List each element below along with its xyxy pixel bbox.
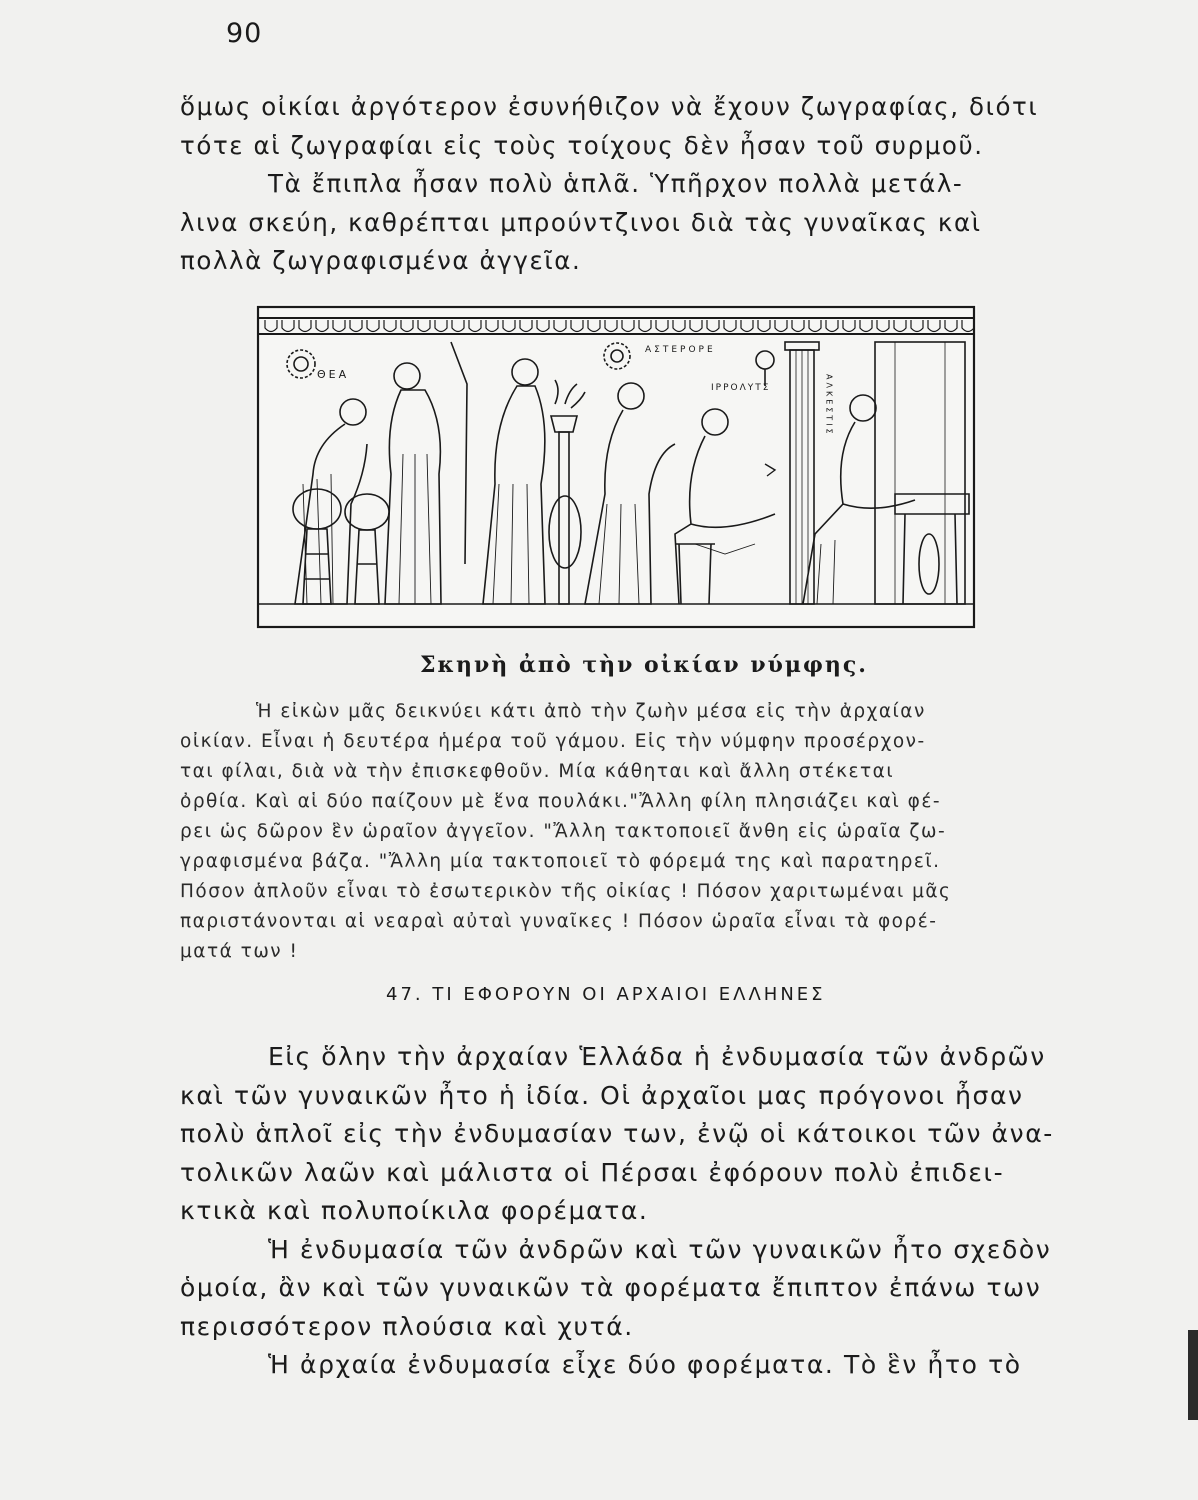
egg-ornament [401,320,413,332]
paragraph [180,1346,1068,1385]
egg-ornament [741,320,753,332]
page-number: 90 [226,18,263,49]
text-line: ματά των ! [180,941,299,962]
egg-ornament [537,320,549,332]
egg-ornament [452,320,464,332]
section-heading: 47. ΤΙ ΕΦΟΡΟΥΝ ΟΙ ΑΡΧΑΙΟΙ ΕΛΛΗΝΕΣ [386,984,826,1005]
figure-caption: Σκηνὴ ἀπὸ τὴν οἰκίαν νύμφης. [420,652,868,678]
egg-ornament [265,320,277,332]
egg-ornament [656,320,668,332]
couch [895,494,969,604]
egg-ornament [911,320,923,332]
text-line: περισσότερον πλούσια καὶ χυτά. [180,1311,634,1341]
egg-ornament [826,320,838,332]
egg-ornament [622,320,634,332]
top-text [180,88,1068,281]
text-line: Ἡ εἰκὼν μᾶς δεικνύει κάτι ἀπὸ τὴν ζωὴν μέσα εἰς τὴν ἀρχαίαν [256,701,926,722]
egg-ornament [962,320,974,332]
egg-ornament [928,320,940,332]
column [785,342,819,604]
text-line: Τὰ ἔπιπλα ἦσαν πολὺ ἁπλᾶ. Ὑπῆρχον πολλὰ μετάλ- [268,169,964,198]
egg-ornament [809,320,821,332]
text-line: τολικῶν λαῶν καὶ μάλιστα οἱ Πέρσαι ἐφόρουν πολὺ ἐπιδει- [180,1157,1005,1187]
vase-painting-illustration [255,304,977,630]
egg-ornament [605,320,617,332]
paragraph [180,1231,1068,1347]
paragraph [180,165,1068,281]
egg-ornament [724,320,736,332]
text-line: ται φίλαι, διὰ νὰ τὴν ἐπισκεφθοῦν. Μία κάθηται καὶ ἄλλη στέκεται [180,761,895,782]
text-line: Ἡ ἀρχαία ἐνδυμασία εἶχε δύο φορέματα. Τὸ ἓν ἦτο τὸ [268,1350,1022,1379]
wreath [287,350,315,378]
text-line: γραφισμένα βάζα. "Ἄλλη μία τακτοποιεῖ τὸ φόρεμά της καὶ παρατηρεῖ. [180,851,941,872]
inscription: ΑΛΚΕΣΤΙΣ [824,374,834,437]
text-line: Εἰς ὅλην τὴν ἀρχαίαν Ἑλλάδα ἡ ἐνδυμασία τῶν ἀνδρῶν [268,1042,1046,1071]
egg-ornament [843,320,855,332]
woman-figure [585,383,675,604]
egg-ornament [673,320,685,332]
egg-ornament [520,320,532,332]
egg-ornament [758,320,770,332]
bottom-text [180,1038,1068,1385]
egg-ornament [503,320,515,332]
text-line: ρει ὡς δῶρον ἓν ὡραῖον ἀγγεῖον. "Ἄλλη τακτοποιεῖ ἄνθη εἰς ὡραῖα ζω- [180,821,947,842]
chair [675,544,715,604]
caption-paragraph [180,697,1068,967]
seated-woman-figure [803,395,915,604]
bowl-on-stand [345,494,389,604]
egg-ornament [554,320,566,332]
egg-ornament [282,320,294,332]
wreath [604,343,630,369]
inscription: ΑΣΤΕΡΟΡΕ [645,345,716,355]
text-line: ὁμοία, ἂν καὶ τῶν γυναικῶν τὰ φορέματα ἔπιπτον ἐπάνω των [180,1273,1042,1302]
flower-vase-on-stand [549,380,585,604]
egg-ornament [775,320,787,332]
egg-ornament [707,320,719,332]
woman-figure [385,342,467,604]
egg-ornament [945,320,957,332]
doorway [875,342,965,604]
bowl-on-stand [293,489,341,604]
egg-ornament [469,320,481,332]
page-edge-shadow [1188,1330,1198,1420]
egg-ornament [418,320,430,332]
text-line: οἰκίαν. Εἶναι ἡ δευτέρα ἡμέρα τοῦ γάμου. Εἰς τὴν νύμφην προσέρχον- [180,731,926,752]
egg-ornament [792,320,804,332]
text-line: τότε αἱ ζωγραφίαι εἰς τοὺς τοίχους δὲν ἦσαν τοῦ συρμοῦ. [180,130,984,160]
egg-ornament [367,320,379,332]
egg-ornament [894,320,906,332]
text-line: Ἡ ἐνδυμασία τῶν ἀνδρῶν καὶ τῶν γυναικῶν ἦτο σχεδὸν [268,1234,1052,1264]
text-line: Πόσον ἁπλοῦν εἶναι τὸ ἐσωτερικὸν τῆς οἰκίας ! Πόσον χαριτωμέναι μᾶς [180,881,952,902]
egg-ornament [690,320,702,332]
text-line: ὅμως οἰκίαι ἀργότερον ἐσυνήθιζον νὰ ἔχουν ζωγραφίας, διότι [180,92,1039,121]
egg-ornament [860,320,872,332]
egg-ornament [588,320,600,332]
egg-ornament [316,320,328,332]
egg-ornament [877,320,889,332]
text-line: ὀρθία. Καὶ αἱ δύο παίζουν μὲ ἕνα πουλάκι."Ἄλλη φίλη πλησιάζει καὶ φέ- [180,791,941,812]
egg-and-dart-border [258,318,974,334]
hanging-mirror [756,351,774,386]
egg-ornament [435,320,447,332]
egg-ornament [350,320,362,332]
egg-ornament [299,320,311,332]
text-line: πολὺ ἁπλοῖ εἰς τὴν ἐνδυμασίαν των, ἐνῷ οἱ κάτοικοι τῶν ἀνα- [180,1119,1054,1148]
frame [258,307,974,627]
woman-figure [483,359,545,604]
inscription: ΙΡΡΟΛΥΤΣ [711,383,771,393]
inscription: ΘΕΑ [317,368,350,381]
egg-ornament [333,320,345,332]
seated-woman-figure [675,409,775,604]
egg-ornament [639,320,651,332]
text-line: λινα σκεύη, καθρέπται μπρούντζινοι διὰ τὰς γυναῖκας καὶ [180,207,982,237]
text-line: πολλὰ ζωγραφισμένα ἀγγεῖα. [180,246,582,275]
egg-ornament [571,320,583,332]
paragraph [180,1038,1068,1231]
paragraph [180,88,1068,165]
text-line: παριστάνονται αἱ νεαραὶ αὐταὶ γυναῖκες ! Πόσον ὡραῖα εἶναι τὰ φορέ- [180,911,938,932]
egg-ornament [384,320,396,332]
text-line: καὶ τῶν γυναικῶν ἦτο ἡ ἰδία. Οἱ ἀρχαῖοι μας πρόγονοι ἦσαν [180,1080,1024,1110]
text-line: κτικὰ καὶ πολυποίκιλα φορέματα. [180,1196,649,1225]
egg-ornament [486,320,498,332]
